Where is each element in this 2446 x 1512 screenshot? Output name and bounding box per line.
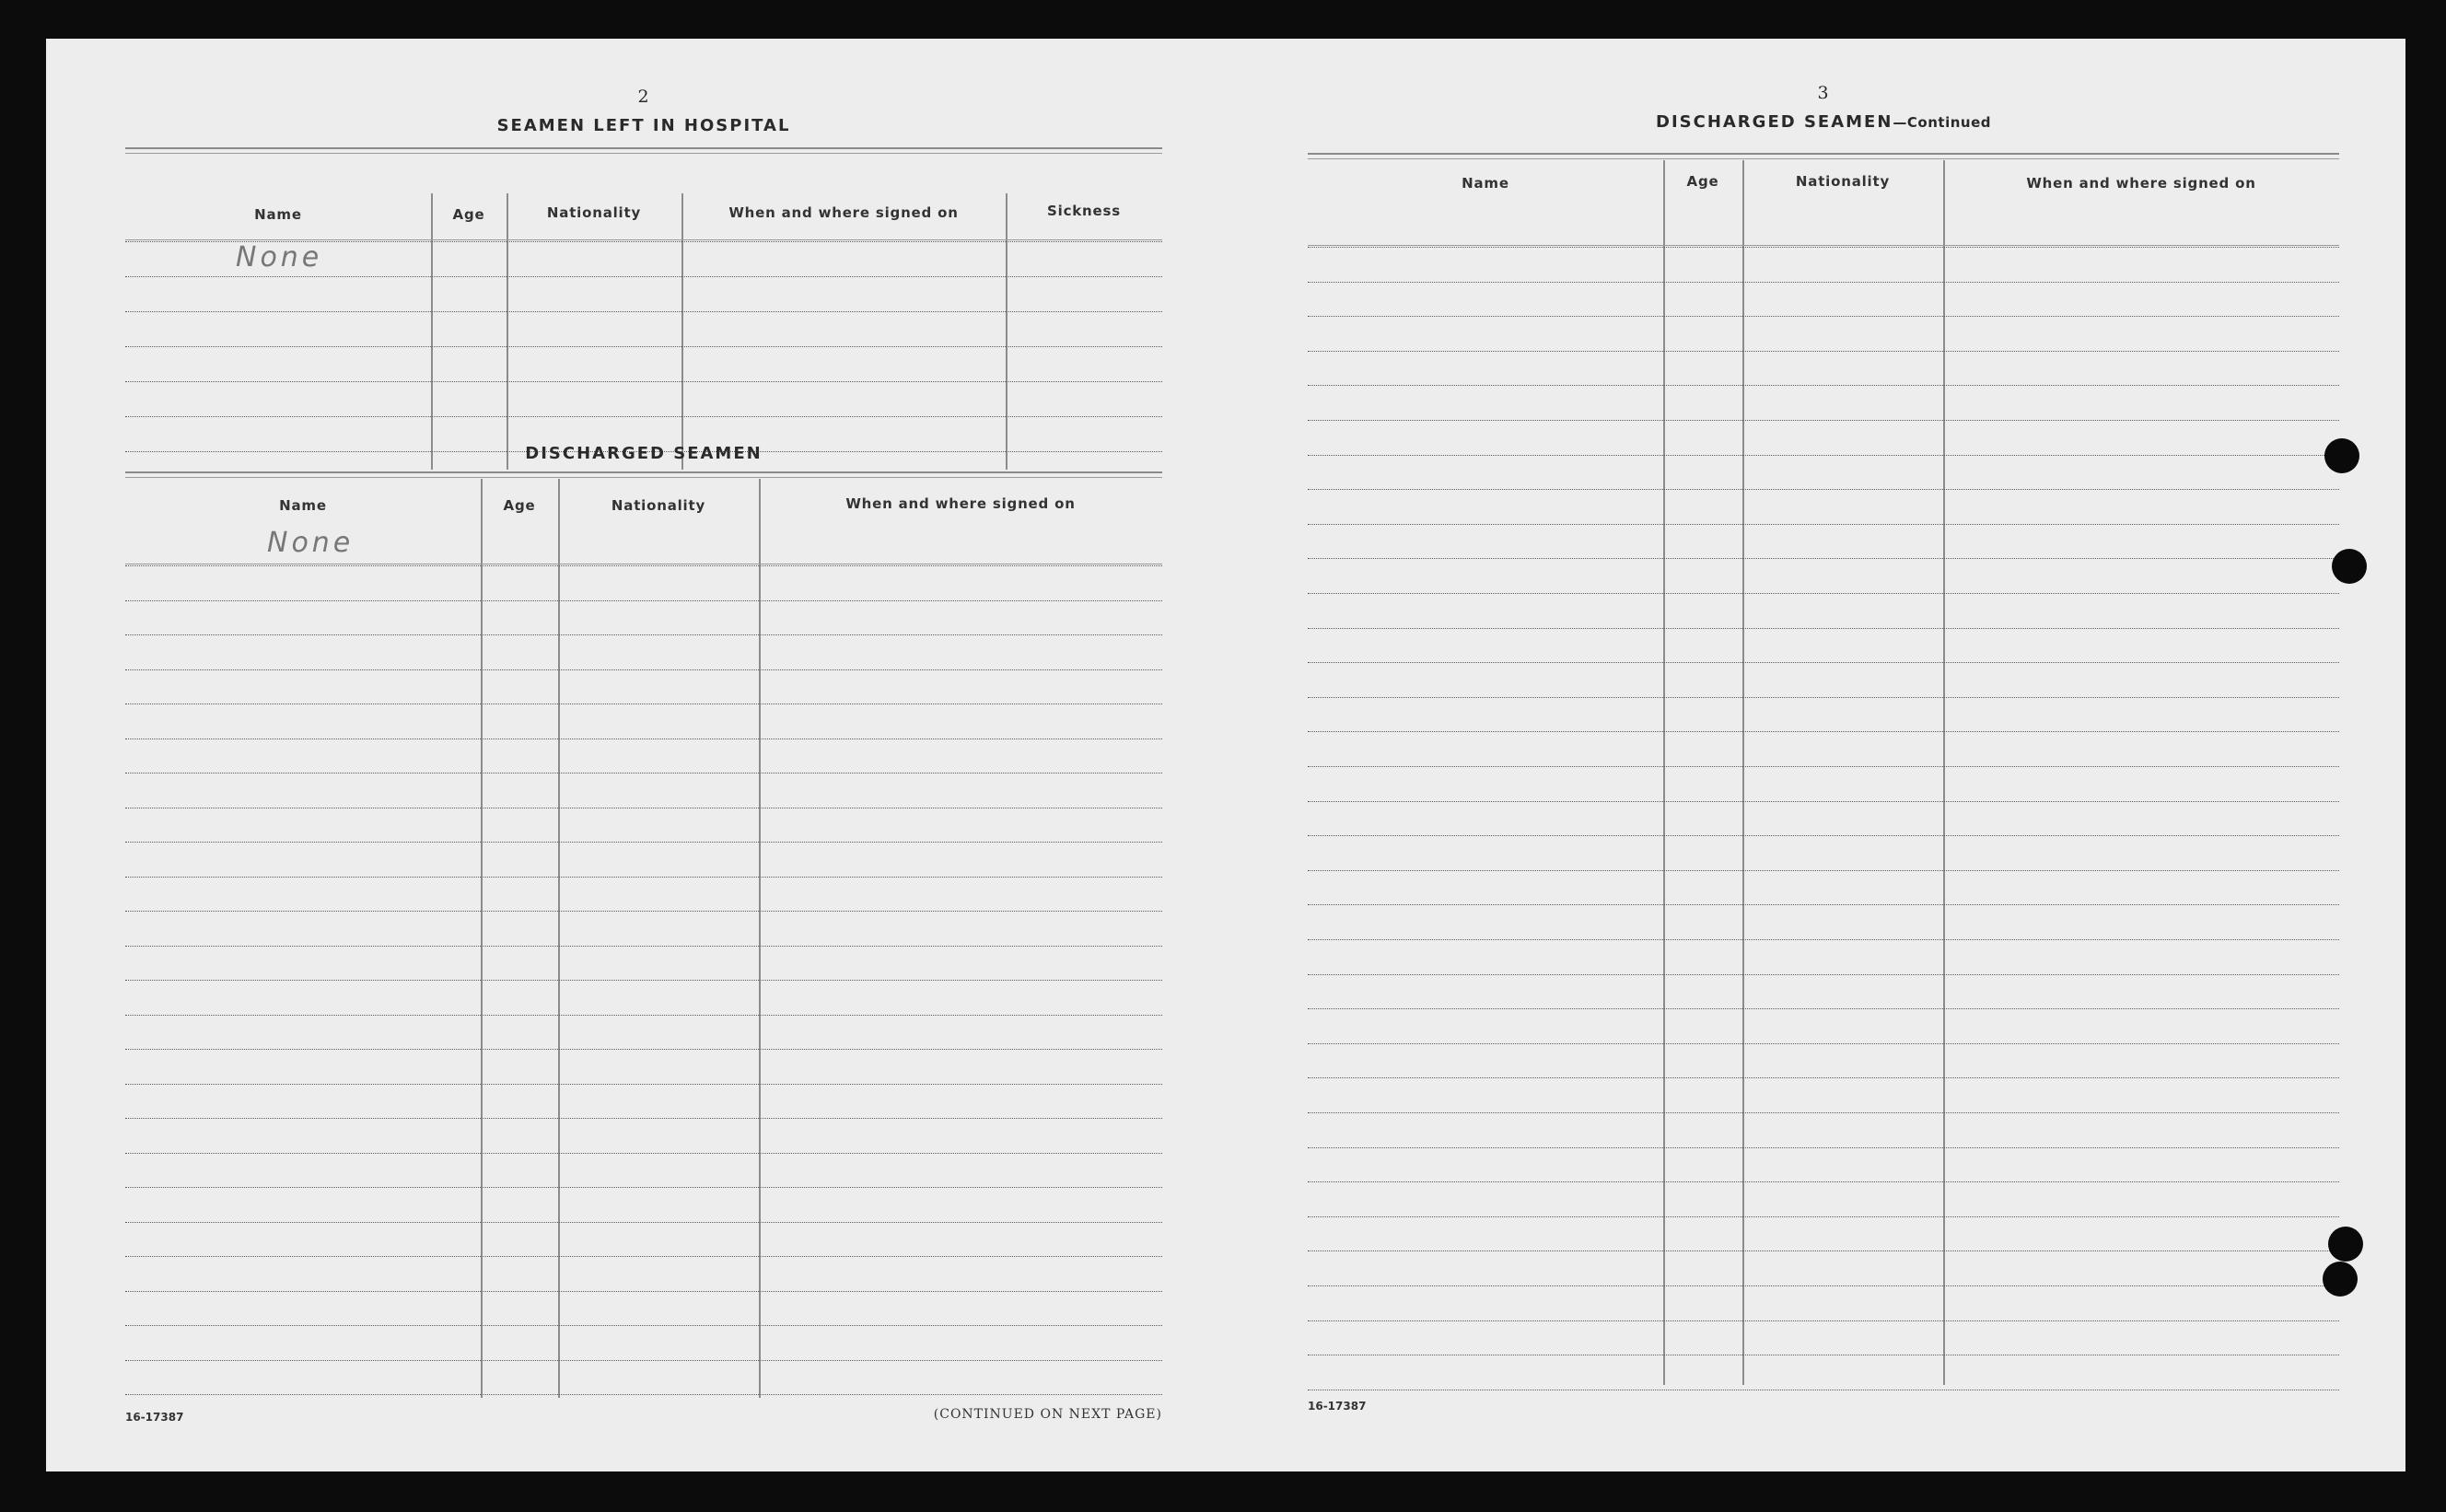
ruled-row-line (1308, 766, 2339, 767)
ruled-row-line (1308, 662, 2339, 663)
ruled-row-line (1308, 1147, 2339, 1148)
ruled-row-line (1308, 974, 2339, 975)
ruled-row-line (125, 1291, 1162, 1292)
punch-hole (2324, 438, 2359, 473)
discharged-continued-table (1308, 160, 2339, 1400)
page-number: 3 (1817, 83, 1830, 103)
ruled-row-line (125, 1187, 1162, 1188)
column-divider (1943, 160, 1945, 1385)
discharged-continued-title (1308, 112, 2339, 132)
ruled-row-line (1308, 1250, 2339, 1251)
ruled-row-line (1308, 351, 2339, 352)
ruled-row-line (1308, 247, 2339, 248)
column-header-name: Name (1462, 175, 1509, 192)
title-suffix: —Continued (1893, 114, 1991, 131)
ruled-row-line (125, 1360, 1162, 1361)
ruled-row-line (1308, 939, 2339, 940)
column-header-signed-on: When and where signed on (728, 204, 959, 221)
section-rule (125, 471, 1162, 478)
ruled-row-line (1308, 697, 2339, 698)
ledger-sheet (46, 39, 2405, 1471)
column-divider (759, 479, 761, 1398)
ruled-row-line (125, 600, 1162, 601)
ruled-row-line (125, 1118, 1162, 1119)
form-number: 16-17387 (125, 1411, 184, 1424)
column-divider (1663, 160, 1665, 1385)
ruled-row-line (125, 1153, 1162, 1154)
column-header-nationality: Nationality (1795, 173, 1891, 190)
ruled-row-line (125, 911, 1162, 912)
ruled-row-line (125, 346, 1162, 347)
title-main: DISCHARGED SEAMEN (1656, 112, 1893, 132)
handwritten-entry: None (267, 527, 355, 559)
column-header-signed-on: When and where signed on (845, 495, 1076, 512)
column-header-nationality: Nationality (611, 497, 706, 514)
column-divider (1006, 193, 1008, 470)
ruled-row-line (1308, 1320, 2339, 1321)
column-header-age: Age (452, 206, 485, 223)
ruled-row-line (1308, 870, 2339, 871)
ruled-row-line (1308, 1285, 2339, 1286)
page-number: 2 (637, 87, 650, 107)
column-divider (558, 479, 560, 1398)
discharged-section-title: DISCHARGED SEAMEN (525, 444, 763, 463)
ruled-row-line (1308, 628, 2339, 629)
ruled-row-line (125, 565, 1162, 566)
ruled-row-line (1308, 1181, 2339, 1182)
punch-hole (2332, 549, 2367, 584)
header-rule (1308, 245, 2339, 246)
column-divider (1742, 160, 1744, 1385)
ruled-row-line (1308, 1043, 2339, 1044)
column-header-nationality: Nationality (546, 204, 642, 221)
ruled-row-line (125, 842, 1162, 843)
ruled-row-line (1308, 558, 2339, 559)
ruled-row-line (1308, 904, 2339, 905)
ruled-row-line (125, 1222, 1162, 1223)
ruled-row-line (125, 877, 1162, 878)
ruled-row-line (125, 1049, 1162, 1050)
ruled-row-line (1308, 1216, 2339, 1217)
ruled-row-line (125, 946, 1162, 947)
column-header-age: Age (503, 497, 536, 514)
column-divider (681, 193, 683, 470)
ruled-row-line (1308, 420, 2339, 421)
ruled-row-line (1308, 1008, 2339, 1009)
ruled-row-line (1308, 1112, 2339, 1113)
section-rule (1308, 153, 2339, 159)
column-header-name: Name (279, 497, 327, 514)
ruled-row-line (125, 1325, 1162, 1326)
ruled-row-line (1308, 801, 2339, 802)
ruled-row-line (125, 1015, 1162, 1016)
ruled-row-line (1308, 282, 2339, 283)
ruled-row-line (1308, 524, 2339, 525)
punch-hole (2323, 1262, 2358, 1297)
column-divider (507, 193, 508, 470)
ruled-row-line (125, 1394, 1162, 1395)
ruled-row-line (125, 669, 1162, 670)
ruled-row-line (1308, 731, 2339, 732)
ruled-row-line (1308, 455, 2339, 456)
column-header-sickness: Sickness (1047, 203, 1121, 219)
form-number: 16-17387 (1308, 1400, 1367, 1413)
column-header-age: Age (1686, 173, 1719, 190)
punch-hole (2328, 1227, 2363, 1262)
ruled-row-line (125, 634, 1162, 635)
ruled-row-line (125, 381, 1162, 382)
ruled-row-line (125, 1256, 1162, 1257)
ruled-row-line (1308, 489, 2339, 490)
column-header-signed-on: When and where signed on (2026, 175, 2256, 192)
ruled-row-line (125, 416, 1162, 417)
ruled-row-line (1308, 593, 2339, 594)
ruled-row-line (1308, 385, 2339, 386)
right-page (1308, 39, 2339, 1471)
header-rule (125, 239, 1162, 240)
hospital-section-title: SEAMEN LEFT IN HOSPITAL (496, 116, 791, 135)
column-divider (481, 479, 483, 1398)
ruled-row-line (1308, 835, 2339, 836)
column-header-name: Name (254, 206, 302, 223)
handwritten-entry: None (236, 241, 323, 273)
ruled-row-line (1308, 1077, 2339, 1078)
discharged-table (125, 479, 1162, 1436)
ruled-row-line (125, 276, 1162, 277)
continued-note: (CONTINUED ON NEXT PAGE) (933, 1407, 1162, 1422)
column-divider (431, 193, 433, 470)
ruled-row-line (1308, 316, 2339, 317)
ruled-row-line (125, 1084, 1162, 1085)
hospital-table (125, 153, 1162, 470)
left-page (125, 39, 1162, 1471)
ruled-row-line (125, 980, 1162, 981)
ruled-row-line (125, 311, 1162, 312)
